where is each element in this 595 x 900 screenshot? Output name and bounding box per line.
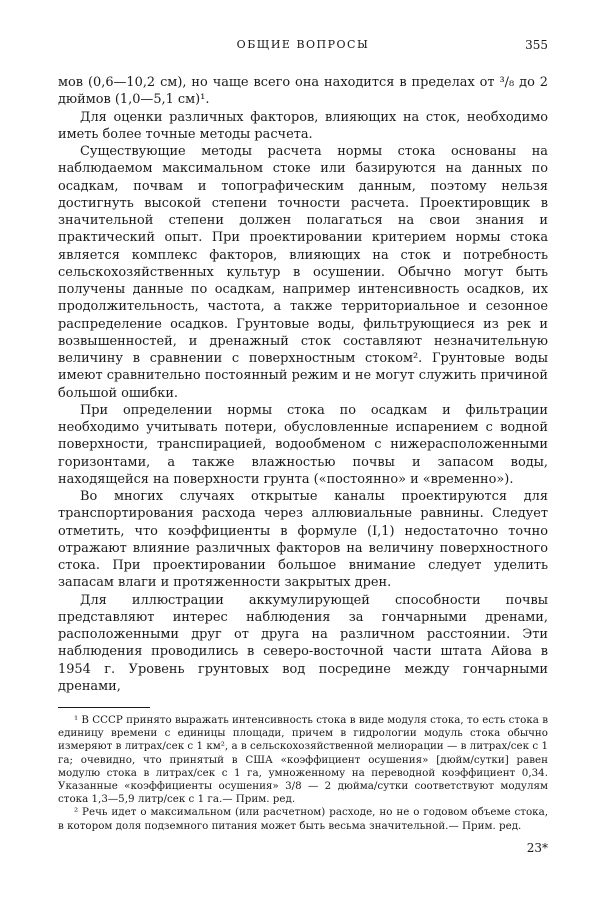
running-head [58,38,548,60]
book-page [58,38,548,855]
paragraph: При определении нормы стока по осадкам и фильтрации необходимо учитывать потери, обусловленные испарением с водной поверхности, транспирацией, водообменом с нижерасположенными горизонтами, а также влажностью почвы и запасом воды, находящейся на поверхности грунта («постоянно» и «временно»). [58,402,548,487]
footnote-1: ¹ В СССР принято выражать интенсивность стока в виде модуля стока, то есть стока в единицу времени с единицы площади, причем в гидрологии модуль стока обычно измеряют в литрах/сек с 1 км², а в сельскохозяйственной мелиорации — в литрах/сек с 1 га; очевидно, что принятый в США «коэффициент осушения» [дюйм/сутки] равен модулю стока в литрах/сек с 1 га, умноженному на переводной коэффициент 0,34. Указанные «коэффициенты осушения» 3/8 — 2 дюйма/сутки соответствуют модулям стока 1,3—5,9 литр/сек с 1 га.— Прим. ред. [58,714,548,806]
paragraph: Существующие методы расчета нормы стока основаны на наблюдаемом максимальном стоке или базируются на данных по осадкам, почвам и топографическим данным, поэтому нельзя достигнуть высокой степени точности расчета. Проектировщик в значительной степени должен полагаться на свои знания и практический опыт. При проектировании критерием нормы стока является комплекс факторов, влияющих на сток и потребность сельскохозяйственных культур в осушении. Обычно могут быть получены данные по осадкам, например интенсивность осадков, их продолжительность, частота, а также территориальное и сезонное распределение осадков. Грунтовые воды, фильтрующиеся из рек и возвышенностей, и дренажный сток составляют незначительную величину в сравнении с поверхностным стоком². Грунтовые воды имеют сравнительно постоянный режим и не могут служить причиной большой ошибки. [58,144,548,401]
body-text [58,74,548,695]
signature-mark: 23* [526,841,548,855]
footnote-2: ² Речь идет о максимальном (или расчетном) расходе, но не о годовом объеме стока, в котором доля подземного питания может быть весьма значительной.— Прим. ред. [58,806,548,832]
footnote-divider [58,707,150,708]
paragraph-continuation: мов (0,6—10,2 см), но чаще всего она находится в пределах от ³/₈ до 2 дюймов (1,0—5,1 см)¹. [58,75,548,108]
running-title: ОБЩИЕ ВОПРОСЫ [236,38,370,51]
page-number: 355 [525,38,548,52]
paragraph: Для иллюстрации аккумулирующей способности почвы представляют интерес наблюдения за гончарными дренами, расположенными друг от друга на различном расстоянии. Эти наблюдения проводились в северо-восточной части штата Айова в 1954 г. Уровень грунтовых вод посредине между гончарными дренами, [58,592,548,694]
paragraph: Для оценки различных факторов, влияющих на сток, необходимо иметь более точные методы расчета. [58,109,548,142]
footnotes [58,714,548,833]
paragraph: Во многих случаях открытые каналы проектируются для транспортирования расхода через аллювиальные равнины. Следует отметить, что коэффициенты в формуле (I,1) недостаточно точно отражают влияние различных факторов на величину поверхностного стока. При проектировании большое внимание следует уделить запасам влаги и протяженности закрытых дрен. [58,489,548,591]
